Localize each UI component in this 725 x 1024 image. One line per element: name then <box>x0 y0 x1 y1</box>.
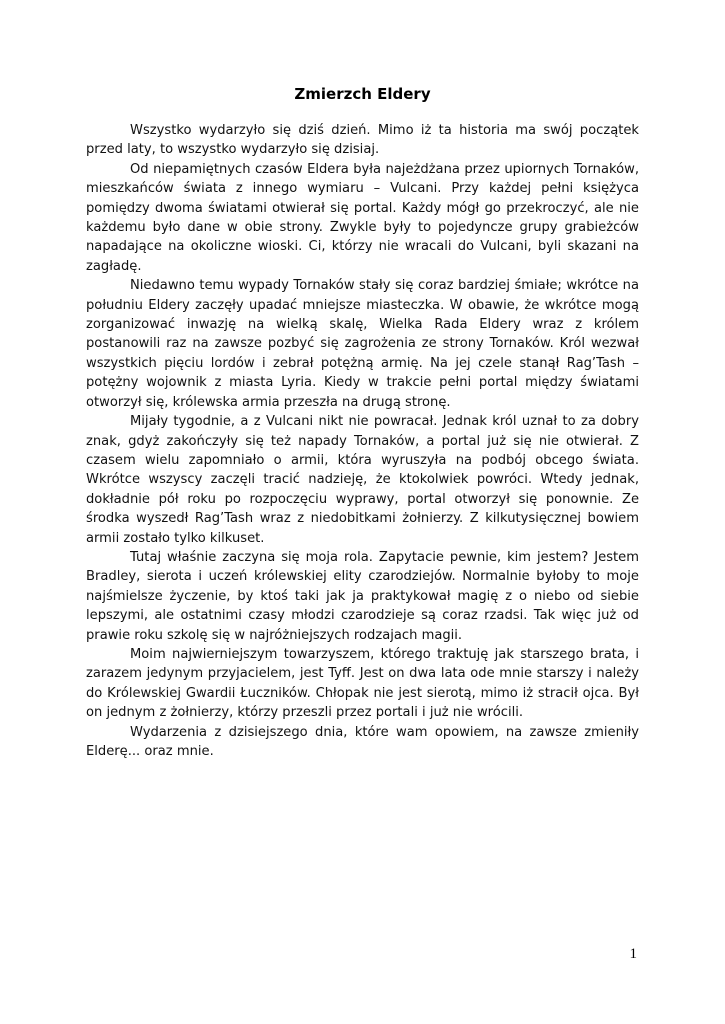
page-number: 1 <box>629 946 637 962</box>
paragraph: Niedawno temu wypady Tornaków stały się coraz bardziej śmiałe; wkrótce na południu Eldery zaczęły upadać mniejsze miasteczka. W obawie, że wkrótce mogą zorganizować inwazję na wielką skalę, Wielka Rada Eldery wraz z królem postanowili raz na zawsze pozbyć się zagrożenia ze strony Tornaków. Król wezwał wszystkich pięciu lordów i zebrał potężną armię. Na jej czele stanął Rag’Tash – potężny wojownik z miasta Lyria. Kiedy w trakcie pełni portal między światami otworzył się, królewska armia przeszła na drugą stronę. <box>86 278 639 410</box>
paragraph: Wszystko wydarzyło się dziś dzień. Mimo iż ta historia ma swój początek przed laty, to wszystko wydarzyło się dzisiaj. <box>86 123 639 158</box>
paragraph: Tutaj właśnie zaczyna się moja rola. Zapytacie pewnie, kim jestem? Jestem Bradley, sierota i uczeń królewskiej elity czarodziejów. Normalnie byłoby to moje najśmielsze życzenie, by ktoś taki jak ja praktykował magię z o niebo od siebie lepszymi, ale ostatnimi czasy młodzi czarodzieje są coraz rzadsi. Tak więc już od prawie roku szkolę się w najróżniejszych rodzajach magii. <box>86 549 639 643</box>
paragraph: Wydarzenia z dzisiejszego dnia, które wam opowiem, na zawsze zmieniły Elderę... oraz mnie. <box>86 724 639 759</box>
document-title: Zmierzch Eldery <box>294 85 431 103</box>
paragraph: Moim najwierniejszym towarzyszem, którego traktuję jak starszego brata, i zarazem jedynym przyjacielem, jest Tyff. Jest on dwa lata ode mnie starszy i należy do Królewskiej Gwardii Łuczników. Chłopak nie jest sierotą, mimo iż stracił ojca. Był on jednym z żołnierzy, którzy przeszli przez portali i już nie wrócili. <box>86 646 639 721</box>
paragraph: Od niepamiętnych czasów Eldera była najeżdżana przez upiornych Tornaków, mieszkańców świata z innego wymiaru – Vulcani. Przy każdej pełni księżyca pomiędzy dwoma światami otwierał się portal. Każdy mógł go przekroczyć, ale nie każdemu było dane w obie strony. Zwykle były to pojedyncze grupy grabieżców napadające na okoliczne wioski. Ci, którzy nie wracali do Vulcani, byli skazani na zagładę. <box>86 161 639 274</box>
paragraph: Mijały tygodnie, a z Vulcani nikt nie powracał. Jednak król uznał to za dobry znak, gdyż zakończyły się też napady Tornaków, a portal już się nie otwierał. Z czasem wielu zapomniało o armii, która wyruszyła na podbój obcego świata. Wkrótce wszyscy zaczęli tracić nadzieję, że ktokolwiek powróci. Wtedy jednak, dokładnie pół roku po rozpoczęciu wyprawy, portal otworzył się ponownie. Ze środka wyszedł Rag’Tash wraz z niedobitkami żołnierzy. Z kilkutysięcznej bowiem armii zostało tylko kilkuset. <box>86 414 639 546</box>
document-body <box>86 121 639 761</box>
